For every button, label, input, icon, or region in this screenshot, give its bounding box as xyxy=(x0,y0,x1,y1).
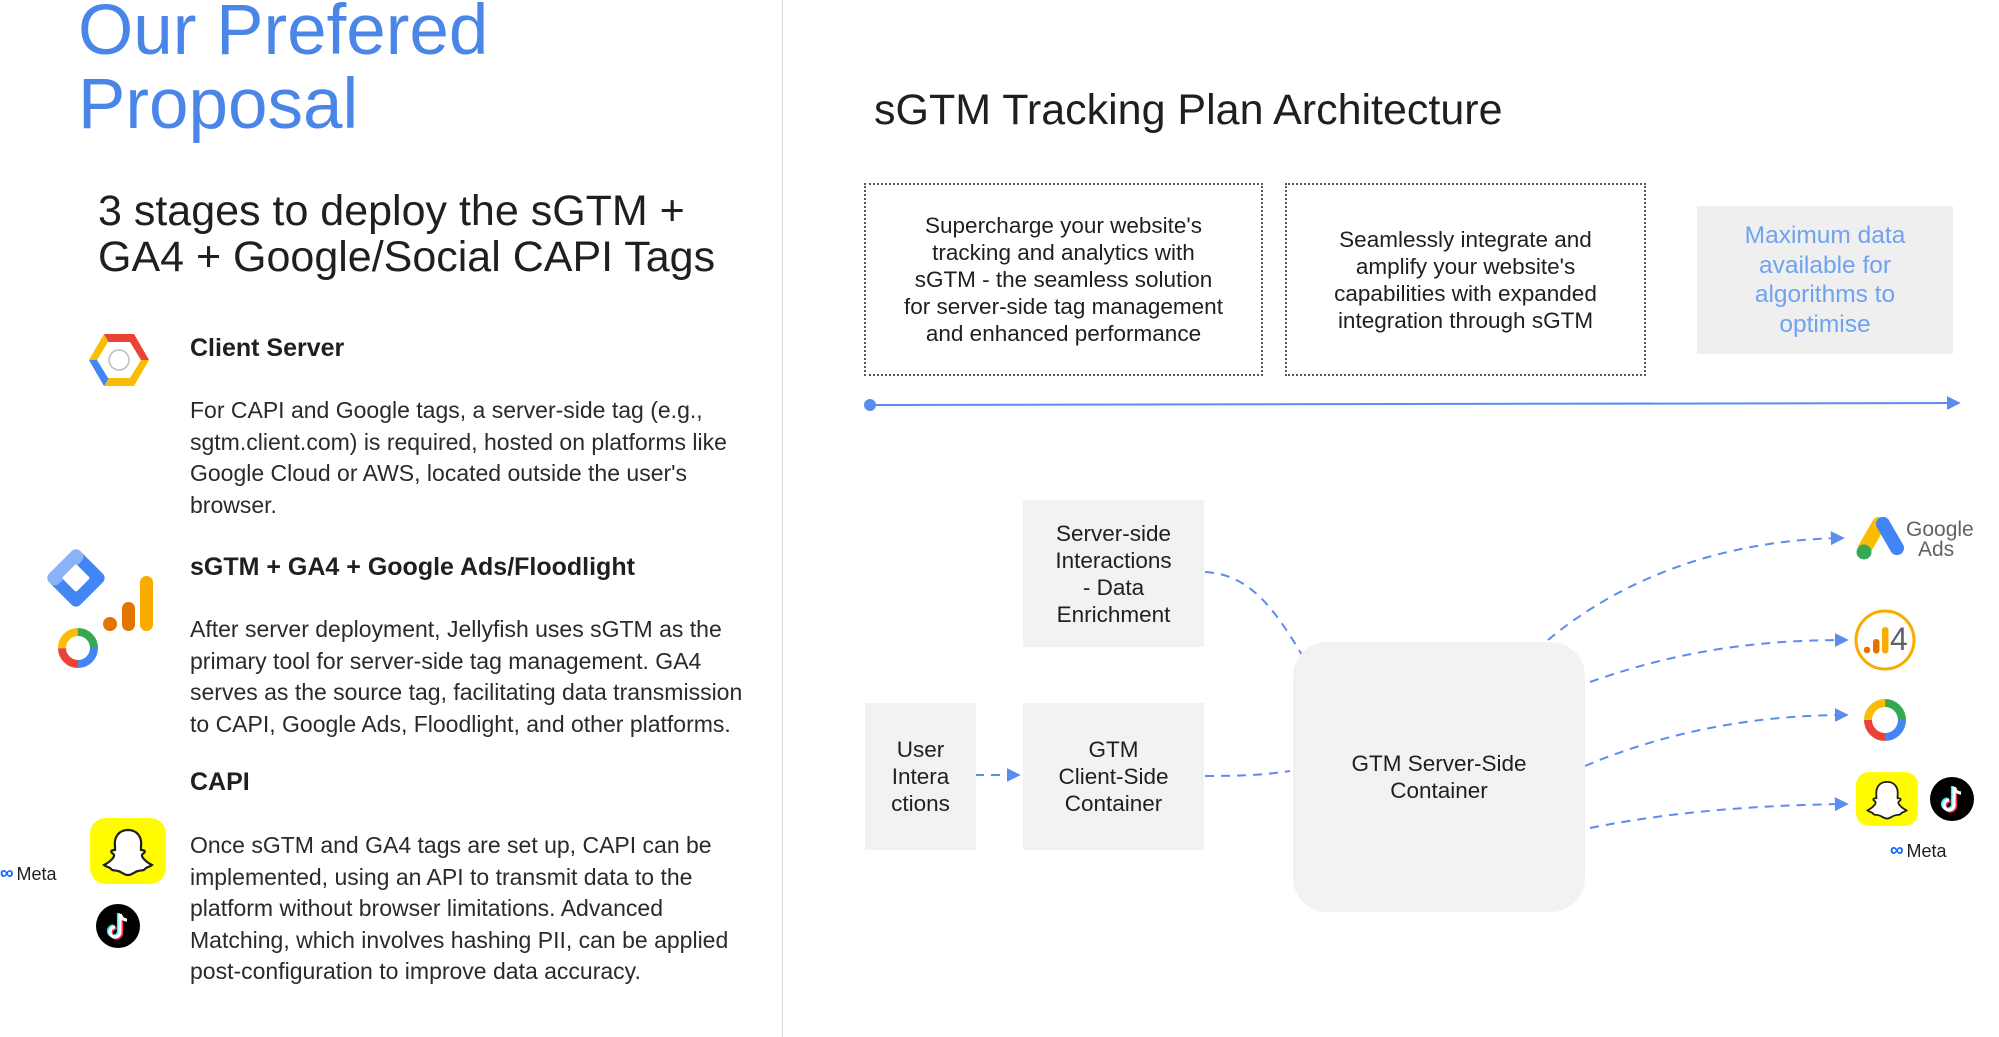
architecture-title: sGTM Tracking Plan Architecture xyxy=(874,86,1503,134)
box1-line: tracking and analytics with xyxy=(932,240,1195,265)
box3-line: Maximum data xyxy=(1744,222,1906,249)
subtitle-line2: GA4 + Google/Social CAPI Tags xyxy=(98,233,716,281)
node-label-line: Enrichment xyxy=(1056,601,1171,627)
stage1-line: Google Cloud or AWS, located outside the user's xyxy=(190,460,688,486)
stage3-line: post-configuration to improve data accuracy. xyxy=(190,958,641,984)
node-label-line: User xyxy=(896,737,945,762)
page-title-line1: Our Prefered xyxy=(78,0,489,70)
box1-line: Supercharge your website's xyxy=(925,213,1202,238)
box1-line: sGTM - the seamless solution xyxy=(914,267,1213,292)
meta-logo-right xyxy=(1890,840,1947,862)
ga4-digit: 4 xyxy=(1890,621,1908,657)
node-label-line: - Data xyxy=(1082,574,1145,600)
node-label-line: Container xyxy=(1390,778,1488,803)
stage2-line: serves as the source tag, facilitating data transmission xyxy=(190,679,743,705)
meta-label: Meta xyxy=(1906,840,1947,861)
node-label-line: ctions xyxy=(891,791,950,816)
node-gtm-server-side-container xyxy=(1293,642,1585,912)
arrow-server-to-social xyxy=(1590,804,1846,828)
arrow-server-to-looker xyxy=(1585,715,1846,766)
node-label-line: Intera xyxy=(891,764,950,789)
box1-line: and enhanced performance xyxy=(925,321,1202,346)
stage3-line: implemented, using an API to transmit data to the xyxy=(190,863,693,890)
google-ads-wordmark xyxy=(1906,520,1974,560)
stage2-line: primary tool for server-side tag management. GA4 xyxy=(190,647,702,674)
stage2-heading: sGTM + GA4 + Google Ads/Floodlight xyxy=(190,553,635,581)
page-title-line2: Proposal xyxy=(78,65,359,144)
meta-infinity-icon: ∞ xyxy=(0,863,14,884)
stage2-line: After server deployment, Jellyfish uses sGTM as the xyxy=(190,616,722,642)
stage3-line: Once sGTM and GA4 tags are set up, CAPI can be xyxy=(190,832,712,858)
meta-label: Meta xyxy=(16,863,57,884)
arrow-client-to-server xyxy=(1205,771,1290,776)
tiktok-icon xyxy=(1929,776,1975,822)
stage1-heading: Client Server xyxy=(190,334,345,362)
box2-line: capabilities with expanded xyxy=(1334,280,1597,306)
node-label-line: GTM Server-Side xyxy=(1351,751,1527,776)
arrow-server-to-ga4 xyxy=(1590,640,1846,682)
stage1-line: browser. xyxy=(190,491,277,518)
node-label-line: Interactions xyxy=(1055,547,1172,573)
stage2-line: to CAPI, Google Ads, Floodlight, and other platforms. xyxy=(190,710,731,737)
google-ads-line1: Google xyxy=(1906,518,1974,541)
google-ads-line2: Ads xyxy=(1918,538,1955,561)
snapchat-icon xyxy=(1856,772,1918,826)
stage3-line: platform without browser limitations. Advanced xyxy=(190,895,663,921)
node-label-line: Client-Side xyxy=(1058,764,1169,789)
subtitle-line1: 3 stages to deploy the sGTM + xyxy=(98,187,685,235)
node-label-line: GTM xyxy=(1088,737,1139,762)
stage3-heading: CAPI xyxy=(190,768,250,796)
stage3-line: Matching, which involves hashing PII, can be applied xyxy=(190,926,729,953)
stage1-line: For CAPI and Google tags, a server-side tag (e.g., xyxy=(190,397,703,423)
box2-line: amplify your website's xyxy=(1355,253,1576,279)
meta-infinity-icon: ∞ xyxy=(1890,840,1904,861)
node-user-interactions xyxy=(865,703,976,850)
arrow-enrichment-to-server xyxy=(1205,572,1302,655)
looker-ring-icon xyxy=(1860,695,1910,745)
ga4-circle-icon xyxy=(1853,608,1917,672)
box3-line: algorithms to xyxy=(1754,281,1896,308)
box2-line: Seamlessly integrate and xyxy=(1339,226,1592,252)
google-ads-icon xyxy=(1855,513,1907,561)
node-server-side-interactions xyxy=(1023,500,1204,647)
node-label-line: Container xyxy=(1064,791,1163,816)
arrow-server-to-google-ads xyxy=(1548,538,1842,640)
timeline-arrow xyxy=(864,399,1958,411)
box3-line: optimise xyxy=(1779,310,1871,338)
box3-line: available for xyxy=(1758,251,1892,279)
box2-line: integration through sGTM xyxy=(1337,307,1594,333)
node-gtm-client-side-container xyxy=(1023,703,1204,850)
box1-line: for server-side tag management xyxy=(904,294,1223,319)
stage1-line: sgtm.client.com) is required, hosted on platforms like xyxy=(190,428,727,455)
node-label-line: Server-side xyxy=(1055,520,1172,546)
